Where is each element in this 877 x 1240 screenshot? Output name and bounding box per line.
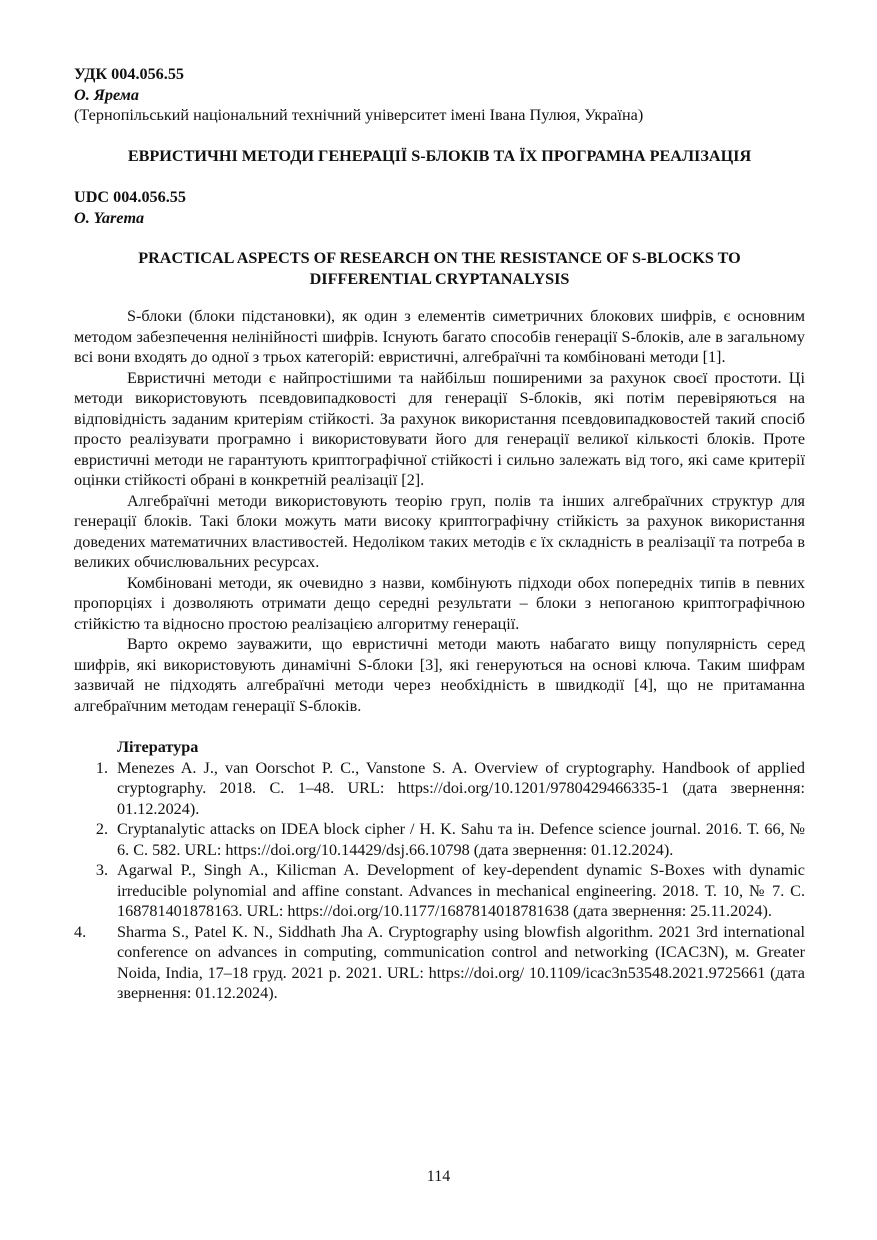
body-text <box>74 306 805 716</box>
reference-text: Agarwal P., Singh A., Kilicman A. Development of key-dependent dynamic S-Boxes with dynamic irreducible polynomial and affine constant. Advances in mechanical engineering. 2018. Т. 10, № 7. С. 168781401878163. URL: https://doi.org/10.1177/1687814018781638 (дата звернення: 25.11.2024). <box>117 861 805 920</box>
udc-code: UDC 004.056.55 <box>74 188 186 206</box>
author-ua: О. Ярема <box>74 85 139 104</box>
reference-number: 4. <box>74 922 87 941</box>
references-list <box>74 758 805 1004</box>
reference-item <box>74 819 805 860</box>
page-content <box>74 64 805 1004</box>
paragraph: Комбіновані методи, як очевидно з назви, комбінують підходи обох попередніх типів в певних пропорціях і дозволяють отримати дещо середні результати – блоки з непоганою криптографічною стійкістю та відносно простою реалізацією алгоритму генерації. <box>74 573 805 633</box>
paragraph: Варто окремо зауважити, що евристичні методи мають набагато вищу популярність серед шифрів, які використовують динамічні S-блоки [3], які генеруються на основі ключа. Таким шифрам зазвичай не підходять алгебраїчні методи через необхідність в швидкодії [4], що не притаманна алгебраїчним методам генерації S-блоків. <box>74 635 805 715</box>
udk-code: УДК 004.056.55 <box>74 65 185 83</box>
reference-number: 3. <box>95 861 108 879</box>
affiliation: (Тернопільський національний технічний університет імені Івана Пулюя, Україна) <box>74 106 644 124</box>
paragraph: S-блоки (блоки підстановки), як один з елементів симетричних блокових шифрів, є основним методом забезпечення нелінійності шифрів. Існують багато способів генерації S-блоків, але в загальному всі вони входять до одної з трьох категорій: евристичні, алгебраїчні та комбіновані методи [1]. <box>74 307 805 366</box>
page-number: 114 <box>426 1168 451 1185</box>
references-heading: Література <box>117 738 199 756</box>
title-ukrainian: ЕВРИСТИЧНІ МЕТОДИ ГЕНЕРАЦІЇ S-БЛОКІВ ТА ЇХ ПРОГРАМНА РЕАЛІЗАЦІЯ <box>127 146 752 165</box>
paragraph: Евристичні методи є найпростішими та найбільш поширеними за рахунок своєї простоти. Ці методи використовують псевдовипадковості для генерації S-блоків, які потім перевіряються на відповідність заданим критеріям стійкості. За рахунок використання псевдовипадковостей такий спосіб просто реалізувати програмно і використовувати його для генерації великої кількості блоків. Проте евристичні методи не гарантують криптографічної стійкості і сильно залежать від того, які саме критерії оцінки стійкості обрані в конкретній реалізації [2]. <box>74 368 805 489</box>
title-english: PRACTICAL ASPECTS OF RESEARCH ON THE RESISTANCE OF S-BLOCKS TO DIFFERENTIAL CRYPTANALYSIS <box>138 249 741 288</box>
reference-text: Sharma S., Patel K. N., Siddhath Jha A. Cryptography using blowfish algorithm. 2021 3rd international conference on advances in computing, communication control and networking (ICAC3N), м. Greater Noida, India, 17–18 груд. 2021 р. 2021. URL: https://doi.org/ 10.1109/icac3n53548.2021.9725661 (дата звернення: 01.12.2024). <box>117 922 805 1002</box>
paragraph: Алгебраїчні методи використовують теорію груп, полів та інших алгебраїчних структур для генерації блоків. Такі блоки можуть мати високу криптографічну стійкість за рахунок використання доведених математичних властивостей. Недоліком таких методів є їх складність в реалізації та потреба в великих обчислювальних ресурсах. <box>74 491 805 571</box>
author-en: O. Yarema <box>74 208 145 227</box>
reference-number: 2. <box>95 820 108 838</box>
reference-number: 1. <box>95 758 108 777</box>
reference-item <box>74 922 805 1004</box>
reference-text: Cryptanalytic attacks on IDEA block cipher / H. K. Sahu та ін. Defence science journal. 2016. Т. 66, № 6. С. 582. URL: https://doi.org/10.14429/dsj.66.10798 (дата звернення: 01.12.2024). <box>117 820 805 859</box>
reference-item <box>74 758 805 820</box>
reference-item <box>74 860 805 922</box>
reference-text: Menezes A. J., van Oorschot P. C., Vanstone S. A. Overview of cryptography. Handbook of applied cryptography. 2018. С. 1–48. URL: https://doi.org/10.1201/9780429466335-1 (дата звернення: 01.12.2024). <box>117 758 805 818</box>
